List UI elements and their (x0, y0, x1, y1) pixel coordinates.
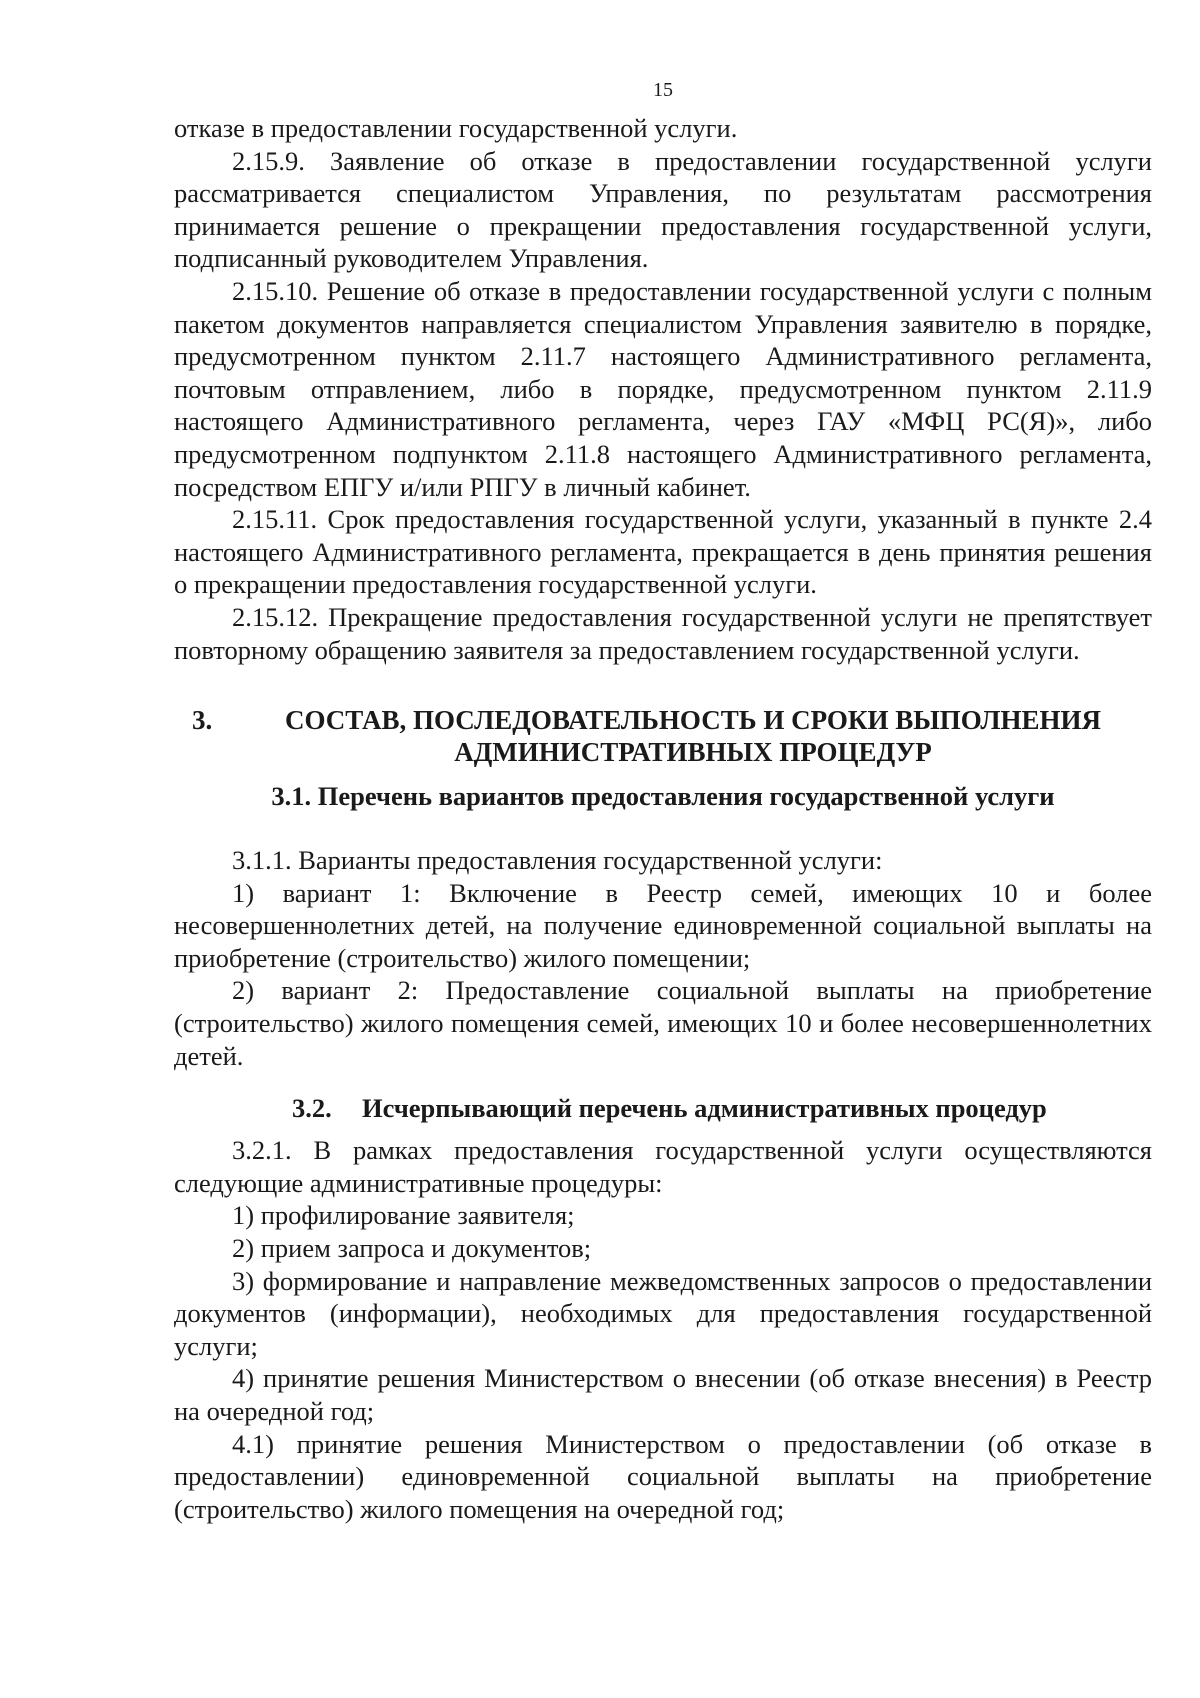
section-3-heading (174, 704, 1152, 768)
section-3-title-line2: АДМИНИСТРАТИВНЫХ ПРОЦЕДУР (454, 737, 932, 768)
paragraph-continuation: отказе в предоставлении государственной услуги. (174, 113, 738, 143)
subsection-3-2-number: 3.2. (292, 1093, 332, 1124)
document-page (174, 78, 1152, 1525)
section-3-title-line1: СОСТАВ, ПОСЛЕДОВАТЕЛЬНОСТЬ И СРОКИ ВЫПОЛНЕНИЯ (284, 705, 1102, 736)
paragraph-2-15-9: 2.15.9. Заявление об отказе в предоставлении государственной услуги рассматривается специалистом Управления, по результатам рассмотрения принимается решение о прекращении предоставления государственной услуги, подписанный руководителем Управления. (174, 145, 1152, 274)
subsection-3-2-heading (174, 1092, 1152, 1124)
paragraph-3-1-1: 3.1.1. Варианты предоставления государственной услуги: (232, 845, 883, 876)
paragraph-2-15-12: 2.15.12. Прекращение предоставления государственной услуги не препятствует повторному обращению заявителя за предоставлением государственной услуги. (174, 601, 1152, 665)
list-item-variant-2: 2) вариант 2: Предоставление социальной выплаты на приобретение (строительство) жилого помещения семей, имеющих 10 и более несовершеннолетних детей. (174, 975, 1152, 1071)
paragraph-2-15-11: 2.15.11. Срок предоставления государственной услуги, указанный в пункте 2.4 настоящего Административного регламента, прекращается в день принятия решения о прекращении предоставления государственной услуги. (174, 504, 1152, 600)
page-number: 15 (653, 79, 673, 101)
subsection-3-1-heading: 3.1. Перечень вариантов предоставления государственной услуги (271, 781, 1055, 812)
list-item-procedure-3: 3) формирование и направление межведомственных запросов о предоставлении документов (информации), необходимых для предоставления государственной услуги; (174, 1265, 1152, 1361)
paragraph-3-2-1: 3.2.1. В рамках предоставления государственной услуги осуществляются следующие административные процедуры: (174, 1135, 1152, 1198)
list-item-procedure-4-1: 4.1) принятие решения Министерством о предоставлении (об отказе в предоставлении) единовременной социальной выплаты на приобретение (строительство) жилого помещения на очередной год; (174, 1428, 1152, 1524)
list-item-procedure-2: 2) прием запроса и документов; (232, 1233, 592, 1264)
paragraph-2-15-10: 2.15.10. Решение об отказе в предоставлении государственной услуги с полным пакетом документов направляется специалистом Управления заявителю в порядке, предусмотренном пунктом 2.11.7 настоящего Административного регламента, почтовым отправлением, либо в порядке, предусмотренном пунктом 2.11.9 настоящего Административного регламента, через ГАУ «МФЦ РС(Я)», либо предусмотренном подпунктом 2.11.8 настоящего Административного регламента, посредством ЕПГУ и/или РПГУ в личный кабинет. (174, 275, 1152, 502)
list-item-procedure-4: 4) принятие решения Министерством о внесении (об отказе внесения) в Реестр на очередной год; (174, 1363, 1152, 1426)
list-item-procedure-1: 1) профилирование заявителя; (232, 1200, 575, 1231)
list-item-variant-1: 1) вариант 1: Включение в Реестр семей, имеющих 10 и более несовершеннолетних детей, на получение единовременной социальной выплаты на приобретение (строительство) жилого помещении; (174, 877, 1152, 973)
section-3-number: 3. (192, 705, 213, 736)
subsection-3-2-title: Исчерпывающий перечень административных процедур (362, 1093, 1047, 1124)
